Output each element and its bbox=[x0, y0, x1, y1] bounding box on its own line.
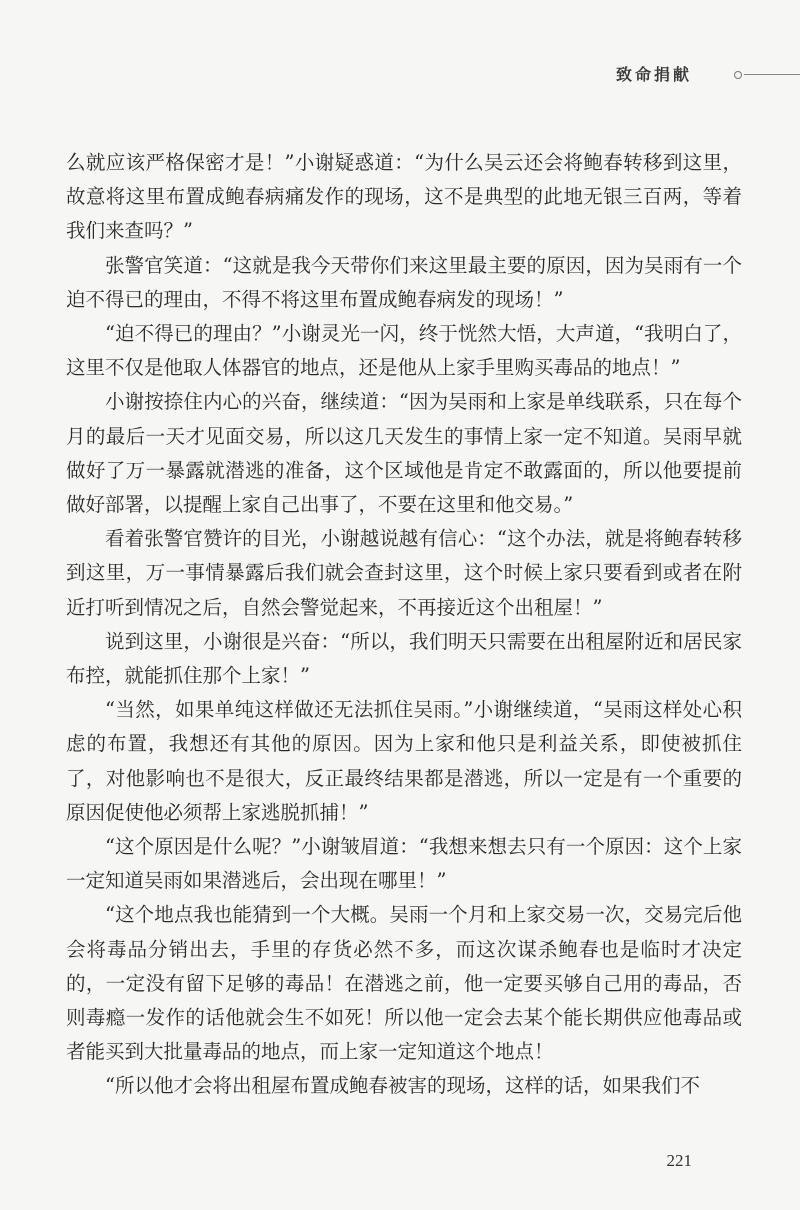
paragraph: “所以他才会将出租屋布置成鲍春被害的现场，这样的话，如果我们不 bbox=[105, 1074, 700, 1098]
running-header-title: 致命捐献 bbox=[616, 65, 693, 84]
paragraph: 说到这里，小谢很是兴奋：“所以，我们明天只需要在出租屋附近和居民家布控，就能抓住那个上家！” bbox=[66, 629, 742, 688]
paragraph: “迫不得已的理由？”小谢灵光一闪，终于恍然大悟，大声道，“我明白了，这里不仅是他取人体器官的地点，还是他从上家手里购买毒品的地点！” bbox=[66, 322, 742, 380]
paragraph: “这个原因是什么呢？”小谢皱眉道：“我想来想去只有一个原因：这个上家一定知道吴雨如果潜逃后，会出现在哪里！” bbox=[66, 835, 742, 893]
paragraph: “当然，如果单纯这样做还无法抓住吴雨。”小谢继续道，“吴雨这样处心积虑的布置，我想还有其他的原因。因为上家和他只是利益关系，即使被抓住了，对他影响也不是很大，反正最终结果都是潜逃，所以一定是有一个重要的原因促使他必须帮上家逃脱抓捕！” bbox=[66, 698, 742, 824]
paragraph: 张警官笑道：“这就是我今天带你们来这里最主要的原因，因为吴雨有一个迫不得已的理由，不得不将这里布置成鲍春病发的现场！” bbox=[66, 253, 742, 311]
page-number: 221 bbox=[666, 1151, 692, 1170]
paragraph: 么就应该严格保密才是！”小谢疑惑道：“为什么吴云还会将鲍春转移到这里，故意将这里布置成鲍春病痛发作的现场，这不是典型的此地无银三百两，等着我们来查吗？” bbox=[66, 151, 742, 243]
header-circle-ornament-icon bbox=[734, 71, 742, 79]
paragraph: “这个地点我也能猜到一个大概。吴雨一个月和上家交易一次，交易完后他会将毒品分销出去，手里的存货必然不多，而这次谋杀鲍春也是临时才决定的，一定没有留下足够的毒品！在潜逃之前，他一定要买够自己用的毒品，否则毒瘾一发作的话他就会生不如死！所以他一定会去某个能长期供应他毒品或者能买到大批量毒品的地点，而上家一定知道这个地点！ bbox=[66, 903, 742, 1064]
body-text bbox=[66, 146, 742, 1104]
paragraph: 看着张警官赞许的目光，小谢越说越有信心：“这个办法，就是将鲍春转移到这里，万一事情暴露后我们就会查封这里，这个时候上家只要看到或者在附近打听到情况之后，自然会警觉起来，不再接近这个出租屋！” bbox=[66, 527, 742, 619]
paragraph: 小谢按捺住内心的兴奋，继续道：“因为吴雨和上家是单线联系，只在每个月的最后一天才见面交易，所以这几天发生的事情上家一定不知道。吴雨早就做好了万一暴露就潜逃的准备，这个区域他是肯定不敢露面的，所以他要提前做好部署，以提醒上家自己出事了，不要在这里和他交易。” bbox=[66, 390, 742, 517]
running-header bbox=[0, 64, 800, 88]
header-rule bbox=[744, 74, 800, 75]
